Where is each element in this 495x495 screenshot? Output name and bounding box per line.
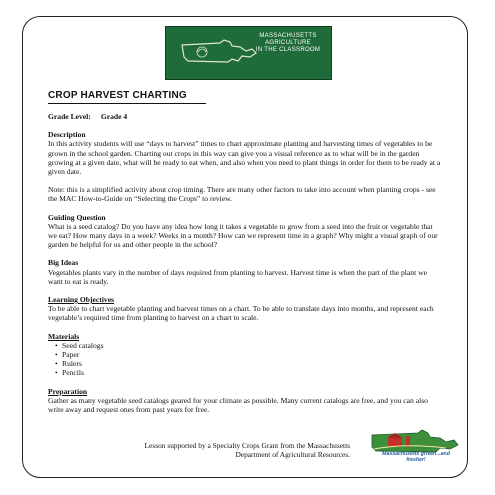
list-item: • Rulers [55,359,443,368]
guiding-question-text: What is a seed catalog? Do you have any idea how long it takes a vegetable to grow from a seed into the fruit or vegetable that we eat? How many days in a week? Weeks in a month? How can we represent time in a graph? Why might a visual graph of our garden be helpful for us and other people in the school? [48,221,438,250]
lesson-content [48,112,443,423]
list-item: • Pencils [55,368,443,377]
page-title: CROP HARVEST CHARTING [48,90,187,101]
farm-state-icon [366,427,462,453]
learning-objectives-heading: Learning Objectives [48,295,115,305]
big-ideas-text: Vegetables plants vary in the number of days required from planting to harvest. Harvest time is when the part of the plant we want to eat is ready. [48,267,427,286]
title-underline [48,103,206,104]
list-item: • Paper [55,350,443,359]
massachusetts-map-icon [180,37,258,65]
materials-list [48,341,443,378]
preparation-heading: Preparation [48,386,88,396]
banner-text [252,33,324,54]
banner-line-2: AGRICULTURE [265,40,311,46]
guiding-question-heading: Guiding Question [48,212,106,222]
footer-credit [80,441,350,459]
description-heading: Description [48,130,86,140]
description-note: Note: this is a simplified activity about crop timing. There are many other factors to take into account when planting crops - see the MAC How-to-Guide on “Selecting the Crops” to review. [48,185,436,204]
banner-line-3: IN THE CLASSROOM [255,47,321,53]
grade-level [48,112,443,121]
mac-banner-logo [165,26,332,80]
footer-line-2: Department of Agricultural Resources. [235,450,350,459]
description-text: In this activity students will use “days to harvest” times to chart approximate planting and harvesting times of vegetables to be grown in the school garden. Charting out crops in this way can give you a visual reference as to what will be in the garden growing at a given date, what will be ready to eat when, and also when you need to plant things in order for them to be ready at a given date. [48,139,441,177]
materials-heading: Materials [48,331,80,341]
logo-tagline: Massachusetts grown...and fresher! [382,451,450,463]
big-ideas-heading: Big Ideas [48,258,79,268]
banner-line-1: MASSACHUSETTS [259,33,317,39]
massachusetts-grown-logo [366,427,462,467]
footer-line-1: Lesson supported by a Specialty Crops Grant from the Massachusetts [144,441,350,450]
grade-value: Grade 4 [100,112,128,121]
learning-objectives-text: To be able to chart vegetable planting and harvest times on a chart. To be able to translate days into months, and represent each vegetable’s required time from planting to harvest on a chart to scale. [48,304,434,323]
grade-label: Grade Level: [48,112,91,121]
preparation-text: Gather as many vegetable seed catalogs geared for your climate as possible. Many current catalogs are free, and you can also write away and request ones from past years for free. [48,395,428,415]
list-item: • Seed catalogs [55,341,443,350]
